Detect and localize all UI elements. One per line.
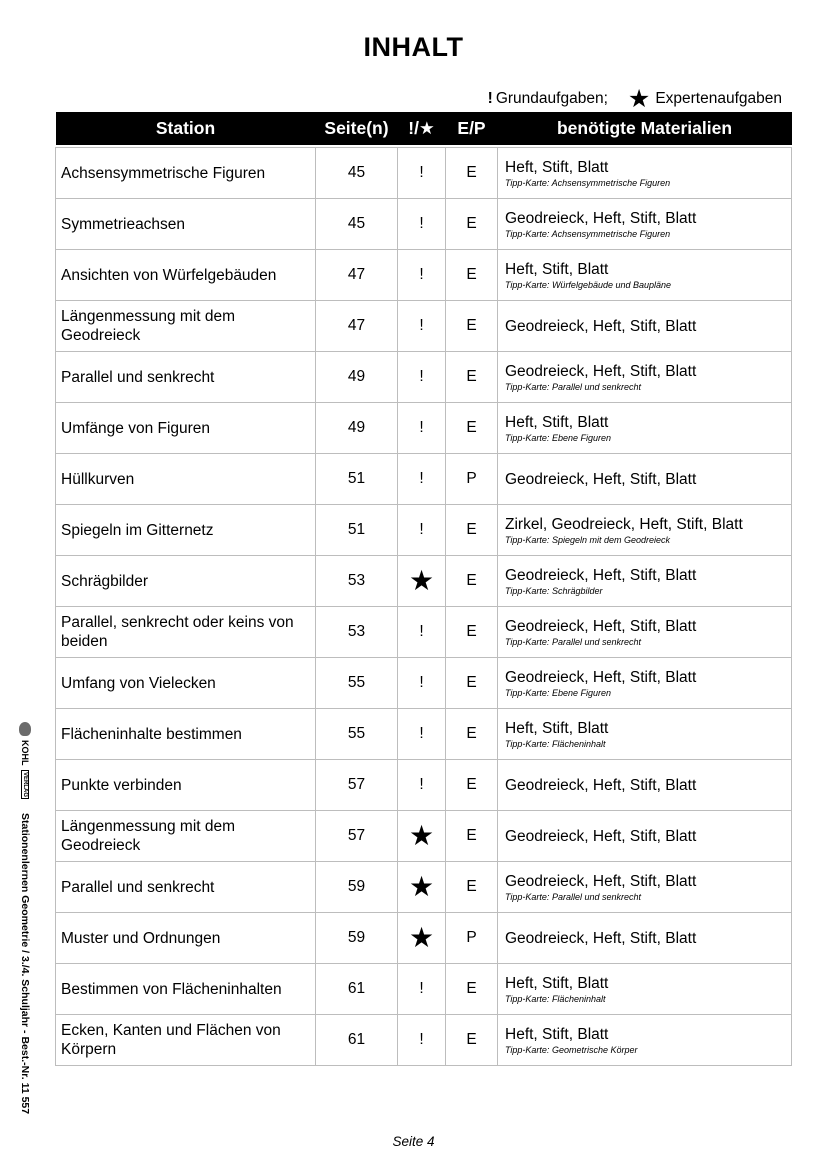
station-cell: Umfänge von Figuren bbox=[56, 403, 316, 454]
exclamation-icon: ! bbox=[419, 266, 424, 283]
page-cell: 45 bbox=[316, 199, 398, 250]
materials-text: Zirkel, Geodreieck, Heft, Stift, Blatt bbox=[505, 515, 743, 533]
station-cell: Flächeninhalte bestimmen bbox=[56, 709, 316, 760]
materials-text: Geodreieck, Heft, Stift, Blatt bbox=[505, 929, 697, 947]
station-cell: Umfang von Vielecken bbox=[56, 658, 316, 709]
table-row bbox=[56, 199, 792, 250]
ep-cell: E bbox=[446, 250, 498, 301]
column-header-station: Station bbox=[56, 112, 316, 145]
ep-cell: E bbox=[446, 1015, 498, 1066]
materials-cell bbox=[498, 352, 792, 403]
station-cell: Ecken, Kanten und Flächen von Körpern bbox=[56, 1015, 316, 1066]
materials-text: Geodreieck, Heft, Stift, Blatt bbox=[505, 566, 697, 584]
materials-text: Heft, Stift, Blatt bbox=[505, 260, 609, 278]
materials-text: Geodreieck, Heft, Stift, Blatt bbox=[505, 317, 697, 335]
materials-text: Heft, Stift, Blatt bbox=[505, 413, 609, 431]
star-icon: ★ bbox=[408, 820, 435, 851]
star-icon: ★ bbox=[627, 84, 651, 113]
tip-card-note: Tipp-Karte: Parallel und senkrecht bbox=[505, 636, 641, 647]
materials-text: Heft, Stift, Blatt bbox=[505, 158, 609, 176]
materials-cell bbox=[498, 709, 792, 760]
page-cell: 61 bbox=[316, 964, 398, 1015]
table-row bbox=[56, 760, 792, 811]
table-header-row bbox=[56, 112, 792, 145]
publisher-logo: KOHL VERLAG bbox=[19, 722, 31, 813]
station-cell: Muster und Ordnungen bbox=[56, 913, 316, 964]
level-cell bbox=[398, 862, 446, 913]
materials-cell bbox=[498, 913, 792, 964]
page-cell: 49 bbox=[316, 403, 398, 454]
materials-cell bbox=[498, 199, 792, 250]
station-cell: Längenmessung mit dem Geodreieck bbox=[56, 301, 316, 352]
tip-card-note: Tipp-Karte: Geometrische Körper bbox=[505, 1044, 638, 1055]
page-title: INHALT bbox=[363, 32, 464, 62]
materials-cell bbox=[498, 301, 792, 352]
ep-cell: E bbox=[446, 658, 498, 709]
level-cell bbox=[398, 811, 446, 862]
ep-cell: E bbox=[446, 301, 498, 352]
page-cell: 57 bbox=[316, 760, 398, 811]
star-icon: ★ bbox=[408, 565, 435, 596]
materials-cell bbox=[498, 1015, 792, 1066]
level-cell bbox=[398, 658, 446, 709]
station-cell: Hüllkurven bbox=[56, 454, 316, 505]
station-cell: Schrägbilder bbox=[56, 556, 316, 607]
table-row bbox=[56, 811, 792, 862]
ep-cell: E bbox=[446, 964, 498, 1015]
ep-cell: E bbox=[446, 607, 498, 658]
materials-cell bbox=[498, 556, 792, 607]
level-cell bbox=[398, 505, 446, 556]
materials-text: Heft, Stift, Blatt bbox=[505, 1025, 609, 1043]
exclamation-icon: ! bbox=[419, 470, 424, 487]
table-row bbox=[56, 658, 792, 709]
page-cell: 53 bbox=[316, 556, 398, 607]
materials-text: Geodreieck, Heft, Stift, Blatt bbox=[505, 776, 697, 794]
materials-cell bbox=[498, 658, 792, 709]
exclamation-icon: ! bbox=[419, 164, 424, 181]
materials-text: Heft, Stift, Blatt bbox=[505, 719, 609, 737]
page-cell: 61 bbox=[316, 1015, 398, 1066]
table-row bbox=[56, 352, 792, 403]
column-header-ep: E/P bbox=[446, 112, 498, 145]
page-cell: 57 bbox=[316, 811, 398, 862]
materials-text: Geodreieck, Heft, Stift, Blatt bbox=[505, 362, 697, 380]
materials-cell bbox=[498, 148, 792, 199]
materials-cell bbox=[498, 454, 792, 505]
materials-cell bbox=[498, 403, 792, 454]
exclamation-icon: ! bbox=[419, 368, 424, 385]
level-cell bbox=[398, 199, 446, 250]
page-cell: 53 bbox=[316, 607, 398, 658]
materials-text: Geodreieck, Heft, Stift, Blatt bbox=[505, 209, 697, 227]
tip-card-note: Tipp-Karte: Achsensymmetrische Figuren bbox=[505, 177, 671, 188]
page-cell: 55 bbox=[316, 709, 398, 760]
table-row bbox=[56, 1015, 792, 1066]
level-cell bbox=[398, 964, 446, 1015]
ep-cell: E bbox=[446, 709, 498, 760]
table-row bbox=[56, 403, 792, 454]
column-header-materials: benötigte Materialien bbox=[498, 112, 792, 145]
tip-card-note: Tipp-Karte: Ebene Figuren bbox=[505, 432, 611, 443]
materials-text: Geodreieck, Heft, Stift, Blatt bbox=[505, 617, 697, 635]
exclamation-icon: ! bbox=[419, 980, 424, 997]
page-number: Seite 4 bbox=[392, 1134, 435, 1149]
tip-card-note: Tipp-Karte: Achsensymmetrische Figuren bbox=[505, 228, 671, 239]
tip-card-note: Tipp-Karte: Flächeninhalt bbox=[505, 738, 606, 749]
exclamation-icon: ! bbox=[419, 674, 424, 691]
level-cell bbox=[398, 454, 446, 505]
table-row bbox=[56, 454, 792, 505]
exclamation-icon: ! bbox=[419, 1031, 424, 1048]
legend-basic-label: Grundaufgaben; bbox=[495, 90, 608, 107]
materials-cell bbox=[498, 760, 792, 811]
level-cell bbox=[398, 1015, 446, 1066]
station-cell: Ansichten von Würfelgebäuden bbox=[56, 250, 316, 301]
table-row bbox=[56, 964, 792, 1015]
station-cell: Parallel, senkrecht oder keins von beiden bbox=[56, 607, 316, 658]
page-cell: 51 bbox=[316, 505, 398, 556]
materials-cell bbox=[498, 964, 792, 1015]
ep-cell: E bbox=[446, 352, 498, 403]
ep-cell: E bbox=[446, 811, 498, 862]
table-row bbox=[56, 148, 792, 199]
level-cell bbox=[398, 148, 446, 199]
book-reference: Stationenlernen Geometrie / 3./4. Schuljahr - Best.-Nr. 11 557 bbox=[19, 812, 31, 1114]
exclamation-icon: ! bbox=[419, 521, 424, 538]
contents-table bbox=[55, 112, 792, 1066]
ep-cell: P bbox=[446, 454, 498, 505]
materials-text: Geodreieck, Heft, Stift, Blatt bbox=[505, 827, 697, 845]
ep-cell: P bbox=[446, 913, 498, 964]
tree-icon bbox=[19, 722, 31, 736]
tip-card-note: Tipp-Karte: Würfelgebäude und Baupläne bbox=[505, 279, 672, 290]
tip-card-note: Tipp-Karte: Schrägbilder bbox=[505, 585, 603, 596]
exclamation-icon: ! bbox=[419, 215, 424, 232]
exclamation-icon: ! bbox=[419, 317, 424, 334]
table-row bbox=[56, 913, 792, 964]
ep-cell: E bbox=[446, 862, 498, 913]
station-cell: Parallel und senkrecht bbox=[56, 352, 316, 403]
exclamation-icon: ! bbox=[419, 419, 424, 436]
level-cell bbox=[398, 352, 446, 403]
tip-card-note: Tipp-Karte: Parallel und senkrecht bbox=[505, 891, 641, 902]
star-icon: ★ bbox=[408, 922, 435, 953]
page-cell: 47 bbox=[316, 250, 398, 301]
station-cell: Symmetrieachsen bbox=[56, 199, 316, 250]
table-row bbox=[56, 556, 792, 607]
page-cell: 47 bbox=[316, 301, 398, 352]
materials-cell bbox=[498, 250, 792, 301]
tip-card-note: Tipp-Karte: Spiegeln mit dem Geodreieck bbox=[505, 534, 670, 545]
tip-card-note: Tipp-Karte: Ebene Figuren bbox=[505, 687, 611, 698]
page-cell: 59 bbox=[316, 862, 398, 913]
materials-text: Heft, Stift, Blatt bbox=[505, 974, 609, 992]
materials-text: Geodreieck, Heft, Stift, Blatt bbox=[505, 470, 697, 488]
column-header-pages: Seite(n) bbox=[316, 112, 398, 145]
ep-cell: E bbox=[446, 760, 498, 811]
level-cell bbox=[398, 556, 446, 607]
exclamation-icon: ! bbox=[419, 776, 424, 793]
page-cell: 49 bbox=[316, 352, 398, 403]
level-cell bbox=[398, 607, 446, 658]
station-cell: Parallel und senkrecht bbox=[56, 862, 316, 913]
station-cell: Bestimmen von Flächeninhalten bbox=[56, 964, 316, 1015]
level-cell bbox=[398, 250, 446, 301]
exclamation-icon: ! bbox=[487, 90, 493, 107]
materials-text: Geodreieck, Heft, Stift, Blatt bbox=[505, 872, 697, 890]
page-cell: 55 bbox=[316, 658, 398, 709]
tip-card-note: Tipp-Karte: Parallel und senkrecht bbox=[505, 381, 641, 392]
level-cell bbox=[398, 913, 446, 964]
ep-cell: E bbox=[446, 505, 498, 556]
star-icon: ★ bbox=[408, 871, 435, 902]
station-cell: Achsensymmetrische Figuren bbox=[56, 148, 316, 199]
materials-text: Geodreieck, Heft, Stift, Blatt bbox=[505, 668, 697, 686]
station-cell: Spiegeln im Gitternetz bbox=[56, 505, 316, 556]
exclamation-icon: ! bbox=[419, 725, 424, 742]
table-row bbox=[56, 607, 792, 658]
level-cell bbox=[398, 760, 446, 811]
side-imprint bbox=[19, 722, 31, 1114]
table-body bbox=[56, 145, 792, 1066]
legend bbox=[488, 86, 782, 112]
ep-cell: E bbox=[446, 556, 498, 607]
table-row bbox=[56, 301, 792, 352]
level-cell bbox=[398, 301, 446, 352]
table-row bbox=[56, 862, 792, 913]
station-cell: Längenmessung mit dem Geodreieck bbox=[56, 811, 316, 862]
page-cell: 59 bbox=[316, 913, 398, 964]
page-cell: 45 bbox=[316, 148, 398, 199]
ep-cell: E bbox=[446, 199, 498, 250]
materials-cell bbox=[498, 811, 792, 862]
exclamation-icon: ! bbox=[419, 623, 424, 640]
tip-card-note: Tipp-Karte: Flächeninhalt bbox=[505, 993, 606, 1004]
ep-cell: E bbox=[446, 148, 498, 199]
legend-expert-label: Expertenaufgaben bbox=[655, 90, 782, 107]
materials-cell bbox=[498, 862, 792, 913]
table-row bbox=[56, 505, 792, 556]
ep-cell: E bbox=[446, 403, 498, 454]
table-row bbox=[56, 250, 792, 301]
materials-cell bbox=[498, 607, 792, 658]
page-cell: 51 bbox=[316, 454, 398, 505]
column-header-level: !/★ bbox=[398, 112, 446, 145]
level-cell bbox=[398, 403, 446, 454]
level-cell bbox=[398, 709, 446, 760]
table-row bbox=[56, 709, 792, 760]
station-cell: Punkte verbinden bbox=[56, 760, 316, 811]
materials-cell bbox=[498, 505, 792, 556]
